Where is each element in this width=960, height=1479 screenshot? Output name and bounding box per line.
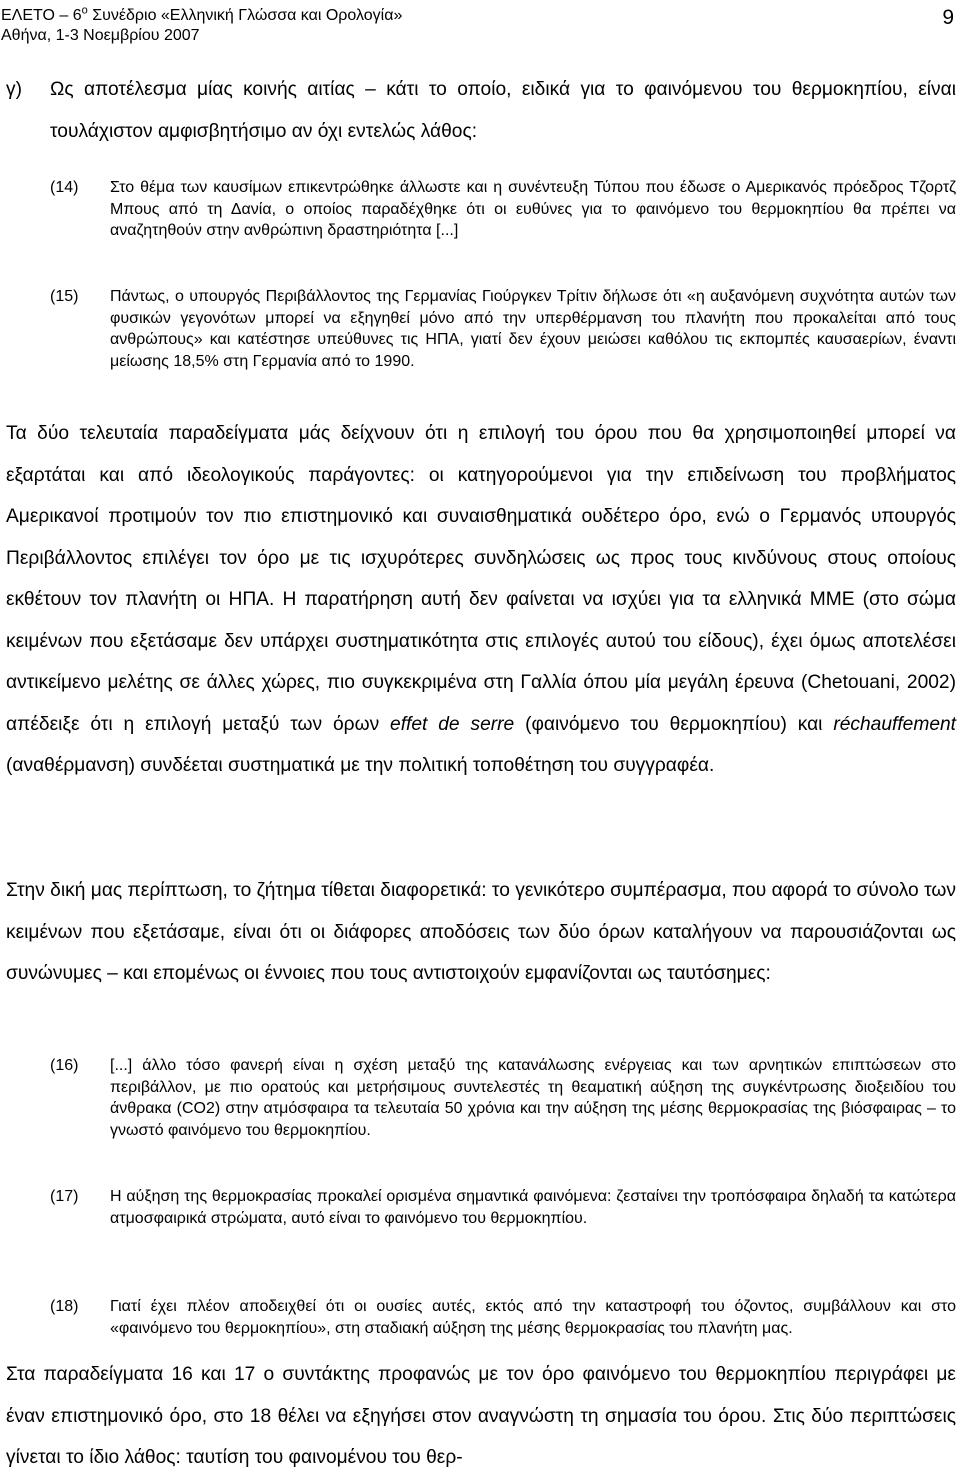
example-16 (50, 1055, 956, 1141)
page-number: 9 (942, 6, 954, 29)
example-number: (15) (50, 288, 79, 305)
example-number: (17) (50, 1188, 79, 1205)
example-14 (50, 177, 956, 242)
body-paragraph-1: Τα δύο τελευταία παραδείγματα μάς δείχνουν ότι η επιλογή του όρου που θα χρησιμοποιηθεί μπορεί να εξαρτάται και από ιδεολογικούς παράγοντες: οι κατηγορούμενοι για την επιδείνωση του προβλήματος Αμερικανοί προτιμούν τον πιο επιστημονικό και συναισθηματικά ουδέτερο όρο, ενώ ο Γερμανός υπουργός Περιβάλλοντος επιλέγει τον όρο με τις ισχυρότερες συνδηλώσεις ως προς τους κινδύνους στους οποίους εκθέτουν τον πλανήτη οι ΗΠΑ. Η παρατήρηση αυτή δεν φαίνεται να ισχύει για τα ελληνικά ΜΜΕ (στο σώμα κειμένων που εξετάσαμε δεν υπάρχει συστηματικότητα στις επιλογές αυτού του είδους), έχει όμως αποτελέσει αντικείμενο μελέτης σε άλλες χώρες, πιο συγκεκριμένα στη Γαλλία όπου μία μεγάλη έρευνα (Chetouani, 2002) απέδειξε ότι η επιλογή μεταξύ των όρων effet de serre (φαινόμενο του θερμοκηπίου) και réchauffement (αναθέρμανση) συνδέεται συστηματικά με την πολιτική τοποθέτηση του συγγραφέα. (6, 423, 957, 776)
page-header (0, 6, 960, 48)
example-text: Στο θέμα των καυσίμων επικεντρώθηκε άλλωστε και η συνέντευξη Τύπου που έδωσε ο Αμερικανός πρόεδρος Τζορτζ Μπους από τη Δανία, ο οποίος παραδέχθηκε ότι οι ευθύνες για το φαινόμενο του θερμοκηπίου θα πρέπει να αναζητηθούν στην ανθρώπινη δραστηριότητα [...] (110, 179, 956, 239)
example-15 (50, 286, 956, 372)
term-effet-de-serre: effet de serre (390, 713, 515, 735)
example-number: (16) (50, 1057, 79, 1074)
example-text: Η αύξηση της θερμοκρασίας προκαλεί ορισμένα σημαντικά φαινόμενα: ζεσταίνει την τροπόσφαιρα δηλαδή τα κατώτερα ατμοσφαιρικά στρώματα, αυτό είναι το φαινόμενο του θερμοκηπίου. (110, 1188, 956, 1227)
example-17 (50, 1186, 956, 1229)
body-paragraph-3: Στα παραδείγματα 16 και 17 ο συντάκτης προφανώς με τον όρο φαινόμενο του θερμοκηπίου περιγράφει με έναν επιστημονικό όρο, στο 18 θέλει να εξηγήσει στον αναγνώστη τη σημασία του όρου. Στις δύο περιπτώσεις γίνεται το ίδιο λάθος: ταυτίση του φαινομένου του θερ- (6, 1364, 956, 1468)
example-text: [...] άλλο τόσο φανερή είναι η σχέση μεταξύ της κατανάλωσης ενέργειας και των αρνητικών επιπτώσεων στο περιβάλλον, με πιο ορατούς και μετρήσιμους συντελεστές τη θεαματική αύξηση της συγκέντρωσης διοξειδίου του άνθρακα (CO2) στην ατμόσφαιρα τα τελευταία 50 χρόνια και την αύξηση της μέσης θερμοκρασίας της βιόσφαιρας – το γνωστό φαινόμενο του θερμοκηπίου. (110, 1057, 956, 1139)
example-18 (50, 1296, 956, 1339)
term-rechauffement: réchauffement (833, 713, 957, 735)
example-text: Γιατί έχει πλέον αποδειχθεί ότι οι ουσίες αυτές, εκτός από την καταστροφή του όζοντος, συμβάλλουν και στο «φαινόμενο του θερμοκηπίου», στη σταδιακή αύξηση της μέσης θερμοκρασίας του πλανήτη μας. (110, 1298, 956, 1337)
list-item-label: γ) (6, 79, 22, 100)
list-item-text: Ως αποτέλεσμα μίας κοινής αιτίας – κάτι το οποίο, ειδικά για το φαινόμενου του θερμοκηπίου, είναι τουλάχιστον αμφισβητήσιμο αν όχι εντελώς λάθος: (50, 79, 956, 142)
list-item-y (6, 69, 956, 152)
example-number: (18) (50, 1298, 79, 1315)
body-paragraph-2: Στην δική μας περίπτωση, το ζήτημα τίθεται διαφορετικά: το γενικότερο συμπέρασμα, που αφορά το σύνολο των κειμένων που εξετάσαμε, είναι ότι οι διάφορες αποδόσεις των δύο όρων καταλήγουν να παρουσιάζονται ως συνώνυμες – και επομένως οι έννοιες που τους αντιστοιχούν εμφανίζονται ως ταυτόσημες: (6, 880, 956, 984)
example-text: Πάντως, ο υπουργός Περιβάλλοντος της Γερμανίας Γιούργκεν Τρίτιν δήλωσε ότι «η αυξανόμενη συχνότητα αυτών των φυσικών γεγονότων μπορεί να εξηγηθεί μόνο από την υπερθέρμανση του πλανήτη που προκαλείται από τους ανθρώπους» και κατέστησε υπεύθυνες τις ΗΠΑ, γιατί δεν έχουν μειώσει καθόλου τις εκπομπές καυσαερίων, έναντι μείωσης 18,5% στη Γερμανία από το 1990. (110, 288, 956, 370)
example-number: (14) (50, 179, 79, 196)
conference-title: ΕΛΕΤΟ – $6^o$ Συνέδριο «Ελληνική Γλώσσα και Ορολογία» (1, 4, 403, 24)
conference-location-date: Αθήνα, 1-3 Νοεμβρίου 2007 (1, 27, 200, 44)
